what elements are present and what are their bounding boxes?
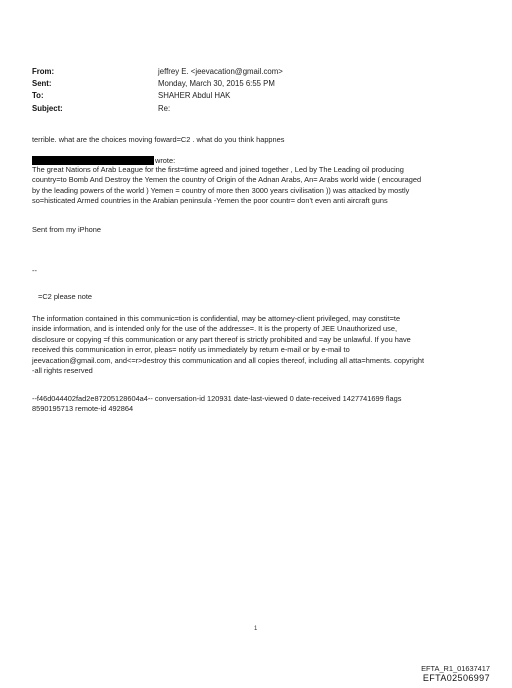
quoted-line: by the leading powers of the world ) Yemen = country of more then 3000 years civilisation )) was attacked by mostly <box>32 185 410 195</box>
quoted-line: so=histicated Armed countries in the Arabian peninsula -Yemen the poor countr= don't even anti aircraft guns <box>32 196 388 206</box>
sent-from-text: Sent from my iPhone <box>32 225 102 234</box>
reply-line <box>32 135 482 145</box>
to-row <box>32 90 452 102</box>
note-line <box>38 292 488 302</box>
sent-label: Sent: <box>32 79 52 89</box>
sent-row <box>32 78 452 90</box>
to-label: To: <box>32 91 44 101</box>
disclaimer-line: disclosure or copying =f this communication or any part thereof is strictly prohibited and =ay be unlawful. If you have <box>32 334 411 344</box>
from-label: From: <box>32 67 55 76</box>
disclaimer-line: -all rights reserved <box>32 366 93 376</box>
confidentiality-disclaimer <box>32 314 482 376</box>
sent-value: Monday, March 30, 2015 6:55 PM <box>158 79 275 89</box>
sent-from-line <box>32 225 482 235</box>
subject-row <box>32 103 452 115</box>
wrote-label: wrote: <box>155 155 176 165</box>
disclaimer-line: received this communication in error, pleas= notify us immediately by return e-mail or by e-mail to <box>32 345 350 355</box>
subject-label: Subject: <box>32 103 63 113</box>
note-text: =C2 please note <box>38 292 93 301</box>
redaction-block <box>32 156 154 165</box>
quoted-message <box>32 165 482 207</box>
quote-attribution <box>32 155 175 165</box>
disclaimer-line: inside information, and is intended only for the use of the addresse=. It is the property of JEE Unauthorized use, <box>32 324 398 334</box>
from-value: jeffrey E. <jeevacation@gmail.com> <box>158 67 283 76</box>
from-row <box>32 66 452 78</box>
subject-value: Re: <box>158 103 171 113</box>
disclaimer-line: jeevacation@gmail.com, and<=r>destroy this communication and all copies thereof, including all atta=hments. copyright <box>32 355 425 365</box>
disclaimer-line: The information contained in this communic=tion is confidential, may be attorney-client privileged, may constit=te <box>32 314 401 323</box>
metadata-line: --f46d044402fad2e87205128604a4-- conversation-id 120931 date-last-viewed 0 date-received 1427741699 flags <box>32 394 402 403</box>
quoted-line: The great Nations of Arab League for the first=time agreed and joined together , Led by The Leading oil producing <box>32 165 404 174</box>
separator-text: -- <box>32 266 37 275</box>
email-header <box>32 66 452 115</box>
bates-stamp-secondary: EFTA02506997 <box>422 673 490 683</box>
message-metadata <box>32 394 482 415</box>
metadata-line: 8590195713 remote-id 492864 <box>32 404 134 414</box>
signature-separator <box>32 266 482 276</box>
page-number: 1 <box>254 626 258 632</box>
bates-stamp-primary: EFTA_R1_01637417 <box>421 664 490 673</box>
quoted-line: country=to Bomb And Destroy the Yemen the country of Origin of the Adnan Arabs, An= Arabs world wide ( encouraged <box>32 175 422 185</box>
reply-text: terrible. what are the choices moving foward=C2 . what do you think happnes <box>32 135 285 144</box>
to-value: SHAHER Abdul HAK <box>158 91 231 101</box>
